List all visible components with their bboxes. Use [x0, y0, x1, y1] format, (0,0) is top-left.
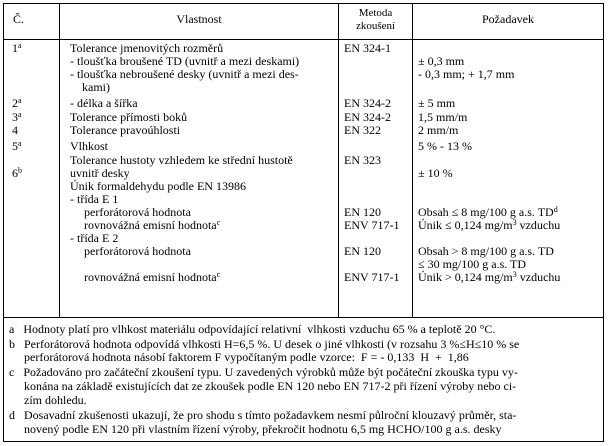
row-property [70, 97, 138, 110]
row-property [84, 245, 191, 258]
row-property-text: - tloušťka broušené TD (uvnitř a mezi deskami) [70, 54, 300, 68]
footnote-line: konána na základě existujících dat ze zkoušek podle EN 120 nebo EN 717-2 při řízení výroby nebo ci- [9, 379, 517, 393]
row-number [12, 42, 22, 55]
row-requirement-text: ± 10 % [418, 166, 453, 180]
row-method [344, 42, 391, 55]
frame-bottom [3, 441, 604, 442]
row-property-text: - tloušťka nebroušené desky (uvnitř a mezi des- [70, 67, 299, 81]
row-method-text: ENV 717-1 [344, 218, 400, 232]
footnote-line: b Perforátorová hodnota odpovídá vlhkosti H=6,5 %. U desek o jiné vlhkosti (v rozsahu 3 %≤H≤10 % se [9, 337, 520, 351]
row-method [344, 97, 391, 110]
row-property-text: rovnovážná emisní hodnota [84, 270, 217, 284]
footnote-line: zím dohledu. [9, 393, 87, 407]
row-number-text: 2 [12, 96, 18, 110]
row-number-text: 3 [12, 110, 18, 124]
row-requirement [418, 140, 472, 153]
row-property-text: perforátorová hodnota [84, 244, 191, 258]
row-property-text: Tolerance pravoúhlosti [70, 123, 181, 137]
frame-right [603, 3, 604, 442]
row-requirement-text: Obsah > 8 mg/100 g a.s. TD [418, 244, 554, 258]
row-number-text: 6 [12, 166, 18, 180]
row-property [82, 81, 110, 94]
row-method-text: EN 322 [344, 123, 381, 137]
row-requirement-text: Únik ≤ 0,124 mg/m [418, 218, 513, 232]
row-requirement-superscript: d [553, 205, 558, 214]
row-method-text: EN 120 [344, 205, 381, 219]
row-property-text: uvnitř desky [70, 166, 130, 180]
header-number: Č. [13, 12, 25, 26]
row-requirement [418, 97, 455, 110]
row-property-text: Vlhkost [70, 139, 109, 153]
row-method-text: EN 323 [344, 153, 381, 167]
row-requirement [418, 167, 453, 180]
row-number [12, 167, 22, 180]
row-number-superscript: b [18, 166, 22, 175]
row-property-text: - třída E 2 [70, 231, 119, 245]
footnote-line: c Požadováno pro začáteční zkoušení typu. U zavedených výrobků může být počáteční zkouška typu vy- [9, 365, 518, 379]
row-number-text: 5 [12, 139, 18, 153]
row-method-text: EN 120 [344, 244, 381, 258]
col-rule-2 [338, 3, 339, 317]
frame-left [3, 3, 4, 442]
row-property-text: Tolerance jmenovitých rozměrů [70, 41, 224, 55]
row-property-text: perforátorová hodnota [84, 205, 191, 219]
row-number [12, 140, 22, 153]
row-property-superscript: c [216, 218, 221, 227]
property-requirements-table [3, 3, 604, 442]
row-number-superscript: a [18, 96, 22, 105]
row-requirement-superscript: 3 [512, 270, 517, 279]
footnote-line: d Dosavadní zkušenosti ukazují, že pro shodu s tímto požadavkem nesmí půlroční klouzavý průměr, sta- [9, 408, 517, 422]
header-method-line1: Metoda [358, 7, 393, 19]
row-requirement [418, 68, 514, 81]
row-number-superscript: a [18, 41, 22, 50]
footnote-line: a Hodnoty platí pro vlhkost materiálu odpovídající relativní vlhkosti vzduchu 65 % a teplotě 20 °C. [9, 322, 496, 336]
row-number-superscript: a [18, 139, 22, 148]
row-method [344, 124, 381, 137]
row-property-text: Tolerance hustoty vzhledem ke střední hustotě [70, 153, 293, 167]
row-number [12, 124, 18, 137]
row-number-superscript: a [18, 110, 22, 119]
row-method-text: ENV 717-1 [344, 270, 400, 284]
row-requirement [418, 271, 560, 284]
row-method-text: EN 324-2 [344, 96, 391, 110]
row-requirement [418, 219, 560, 232]
row-requirement-text: ≤ 30 mg/100 g a.s. TD [418, 257, 527, 271]
row-property-text: Tolerance přímosti boků [70, 110, 188, 124]
header-property: Vlastnost [176, 12, 222, 26]
row-method [344, 154, 381, 167]
row-property-text: kami) [82, 80, 110, 94]
row-property [84, 271, 220, 284]
col-rule-3 [412, 3, 413, 317]
row-requirement-text: Obsah ≤ 8 mg/100 g a.s. TD [418, 205, 554, 219]
row-method-text: EN 324-2 [344, 110, 391, 124]
row-requirement-suffix: vzduchu [516, 270, 561, 284]
frame-top [3, 3, 604, 4]
row-property [70, 140, 108, 153]
row-method [344, 245, 381, 258]
header-requirement: Požadavek [482, 12, 534, 26]
row-number [12, 97, 22, 110]
row-number-text: 4 [12, 123, 18, 137]
row-property-text: rovnovážná emisní hodnota [84, 218, 217, 232]
row-property-text: - třída E 1 [70, 192, 119, 206]
footnote-line: novený podle EN 120 při vlastním řízení výroby, překročit hodnotu 6,5 mg HCHO/100 g a.s. desky [9, 422, 502, 436]
header-method-line2: zkoušení [355, 20, 396, 32]
row-method [344, 271, 399, 284]
row-requirement-text: Únik > 0,124 mg/m [418, 270, 513, 284]
row-requirement-text: - 0,3 mm; + 1,7 mm [418, 67, 515, 81]
row-requirement-superscript: 3 [512, 218, 517, 227]
footnote-line: perforátorová hodnota násobí faktorem F vypočítaným podle vzorce: F = - 0,133 H + 1,86 [9, 350, 469, 364]
col-rule-1 [59, 3, 60, 317]
row-property-superscript: c [216, 270, 221, 279]
row-property-text: Únik formaldehydu podle EN 13986 [70, 179, 246, 193]
row-requirement [418, 124, 458, 137]
row-requirement-text: ± 5 mm [418, 96, 456, 110]
row-requirement-text: 1,5 mm/m [418, 110, 468, 124]
row-requirement-suffix: vzduchu [516, 218, 561, 232]
header-rule [3, 39, 604, 40]
row-number-text: 1 [12, 41, 18, 55]
row-property [70, 124, 180, 137]
notes-rule [3, 317, 604, 318]
row-requirement-text: ± 0,3 mm [418, 54, 465, 68]
row-method [344, 219, 399, 232]
row-requirement-text: 5 % - 13 % [418, 139, 472, 153]
row-property-text: - délka a šířka [70, 96, 138, 110]
row-method-text: EN 324-1 [344, 41, 391, 55]
row-requirement-text: 2 mm/m [418, 123, 459, 137]
